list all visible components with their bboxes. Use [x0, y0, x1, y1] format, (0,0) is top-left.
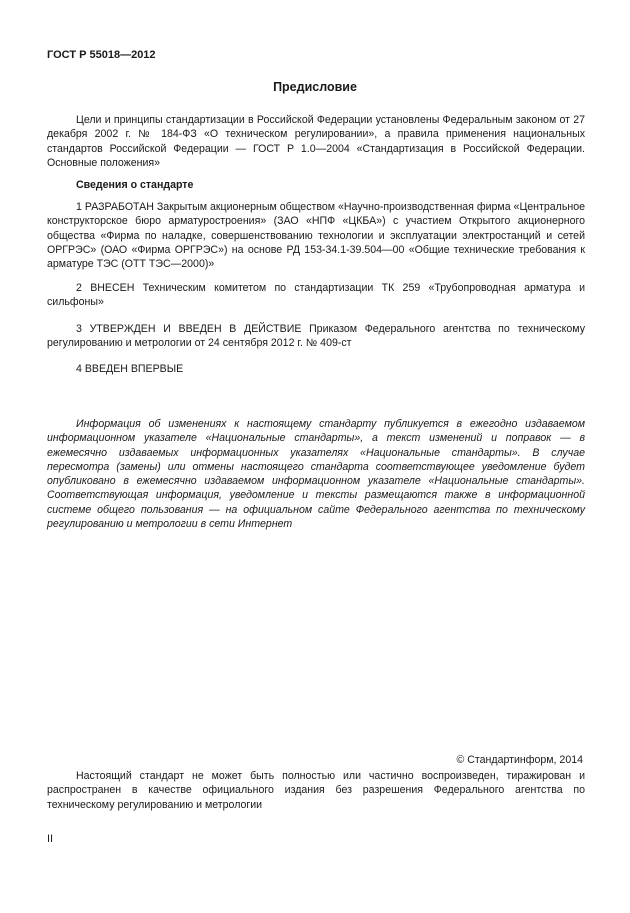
info-item-1 [47, 200, 585, 271]
reproduction-notice [47, 769, 585, 812]
intro-text: Цели и принципы стандартизации в Российской Федерации установлены Федеральным законом от 27 декабря 2002 г. № 184-ФЗ «О техническом регулировании», а правила применения национальных стандартов Российской Федерации — ГОСТ Р 1.0—2004 «Стандартизация в Российской Федерации. Основные положения» [47, 114, 585, 169]
info-item-text: 1 РАЗРАБОТАН Закрытым акционерным обществом «Научно-производственная фирма «Центральное конструкторское бюро арматуростроения» (ЗАО «НПФ «ЦКБА») с участием Открытого акционерного общества «Фирма по наладке, совершенствованию технологии и эксплуатации электростанций и сетей ОРГРЭС» (ОАО «Фирма ОРГРЭС») на основе РД 153-34.1-39.504—00 «Общие технические требования к арматуре ТЭС (ОТТ ТЭС—2000)» [47, 201, 585, 271]
page-number: II [47, 833, 54, 845]
notice-text: Информация об изменениях к настоящему стандарту публикуется в ежегодно издаваемом информационном указателе «Национальные стандарты», а текст изменений и поправок — в ежемесячно издаваемых информационных указателях «Национальные стандарты». В случае пересмотра (замены) или отмены настоящего стандарта соответствующее уведомление будет опубликовано в ежемесячно издаваемом информационном указателе «Национальные стандарты». Соответствующая информация, уведомление и тексты размещаются также в информационной системе общего пользования — на официальном сайте Федерального агентства по техническому регулированию и метрологии в сети Интернет [47, 418, 585, 531]
info-item-text: 2 ВНЕСЕН Техническим комитетом по стандартизации ТК 259 «Трубопроводная арматура и сильфоны» [47, 282, 585, 309]
info-item-4 [47, 362, 585, 376]
info-item-2 [47, 281, 585, 310]
notice-paragraph [47, 417, 585, 531]
info-item-3 [47, 322, 585, 351]
section-heading: Сведения о стандарте [76, 179, 194, 191]
intro-paragraph [47, 113, 585, 170]
page-title: Предисловие [273, 80, 357, 94]
info-item-text: 3 УТВЕРЖДЕН И ВВЕДЕН В ДЕЙСТВИЕ Приказом Федерального агентства по техническому регулированию и метрологии от 24 сентября 2012 г. № 409-ст [47, 323, 585, 350]
info-item-text: 4 ВВЕДЕН ВПЕРВЫЕ [76, 363, 184, 375]
copyright-line: © Стандартинформ, 2014 [456, 754, 583, 766]
document-code: ГОСТ Р 55018—2012 [47, 49, 156, 61]
reproduction-text: Настоящий стандарт не может быть полностью или частично воспроизведен, тиражирован и распространен в качестве официального издания без разрешения Федерального агентства по техническому регулированию и метрологии [47, 770, 585, 811]
